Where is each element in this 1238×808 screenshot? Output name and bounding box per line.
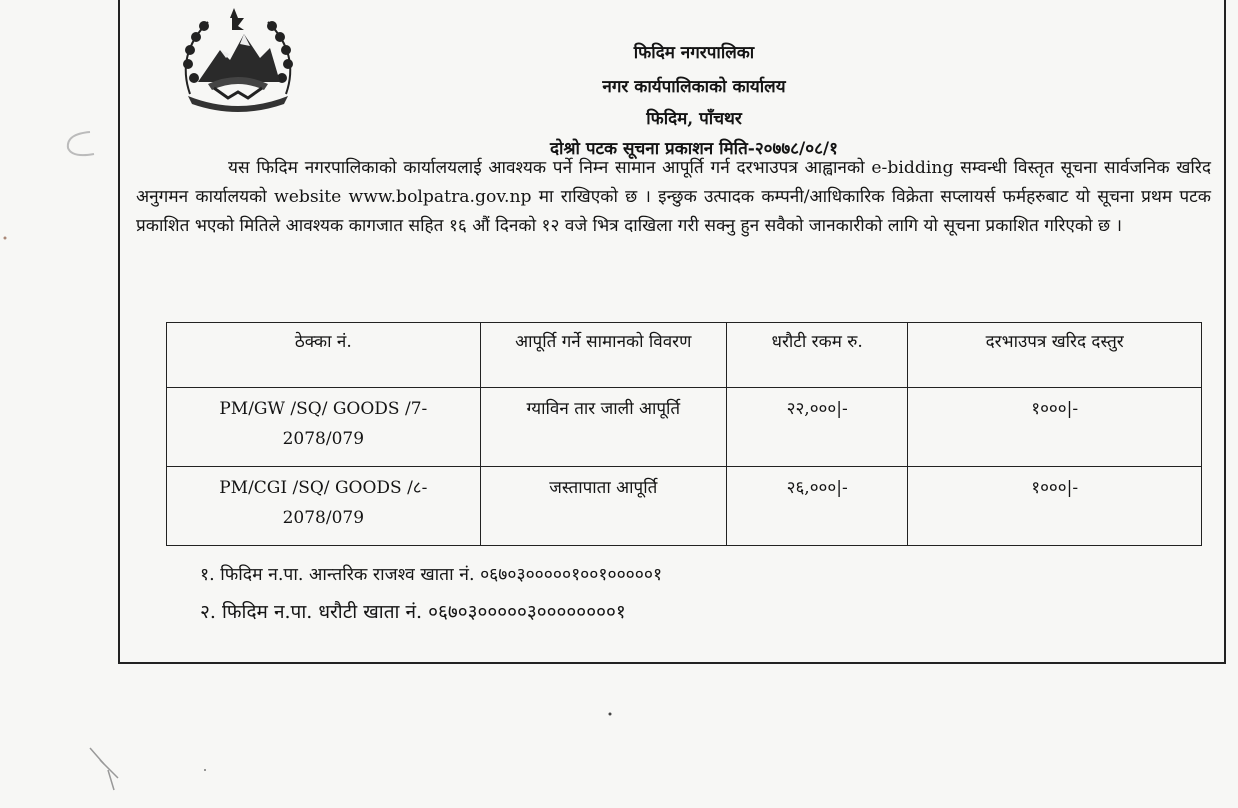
- contract-number-line-1: PM/CGI /SQ/ GOODS /८-: [219, 478, 428, 498]
- description-cell: ग्याविन तार जाली आपूर्ति: [480, 388, 726, 467]
- contract-number-line-2: 2078/079: [282, 508, 365, 528]
- header-deposit: धरौटी रकम रु.: [726, 323, 907, 388]
- contract-number-cell: [167, 388, 481, 467]
- office-name: नगर कार्यपालिकाको कार्यालय: [602, 77, 786, 97]
- contract-number-cell: [167, 467, 481, 546]
- office-location: फिदिम, पाँचथर: [646, 109, 742, 129]
- header-description: आपूर्ति गर्ने सामानको विवरण: [480, 323, 726, 388]
- tender-table: [166, 322, 1202, 546]
- deposit-cell: २२,०००|-: [726, 388, 907, 467]
- notice-body-text: यस फिदिम नगरपालिकाको कार्यालयलाई आवश्यक पर्ने निम्न सामान आपूर्ति गर्न दरभाउपत्र आह्वानको e-bidding सम्वन्धी विस्तृत सूचना सार्वजनिक खरिद अनुगमन कार्यालयको website www.bolpatra.gov.np मा राखिएको छ । इन्छुक उत्पादक कम्पनी/आधिकारिक विक्रेता सप्लायर्स फर्महरुबाट यो सूचना प्रथम पटक प्रकाशित भएको मितिले आवश्यक कागजात सहित १६ औं दिनको १२ वजे भित्र दाखिला गरी सक्नु हुन सवैको जानकारीको लागि यो सूचना प्रकाशित गरिएको छ ।: [136, 158, 1211, 236]
- revenue-account-note: १. फिदिम न.पा. आन्तरिक राजश्व खाता नं. ०६७०३०००००१००१०००००१: [200, 565, 663, 585]
- punch-hole-mark-icon: [60, 126, 100, 162]
- contract-number-line-2: 2078/079: [282, 429, 365, 449]
- table-row: [167, 388, 1202, 467]
- fee-cell: १०००|-: [908, 388, 1202, 467]
- header-contract-no: ठेक्का नं.: [167, 323, 481, 388]
- header-fee: दरभाउपत्र खरिद दस्तुर: [908, 323, 1202, 388]
- notice-date-line: दोश्रो पटक सूचना प्रकाशन मिति-२०७७८/०८/१: [550, 139, 838, 159]
- deposit-account-note: २. फिदिम न.पा. धरौटी खाता नं. ०६७०३०००००३००००००००१: [200, 601, 626, 623]
- municipality-name: फिदिम नगरपालिका: [633, 43, 755, 63]
- fee-cell: १०००|-: [908, 467, 1202, 546]
- description-cell: जस्तापाता आपूर्ति: [480, 467, 726, 546]
- contract-number-line-1: PM/GW /SQ/ GOODS /7-: [219, 399, 428, 419]
- deposit-cell: २६,०००|-: [726, 467, 907, 546]
- table-row: [167, 467, 1202, 546]
- notice-body: [136, 154, 1211, 241]
- table-header-row: [167, 323, 1202, 388]
